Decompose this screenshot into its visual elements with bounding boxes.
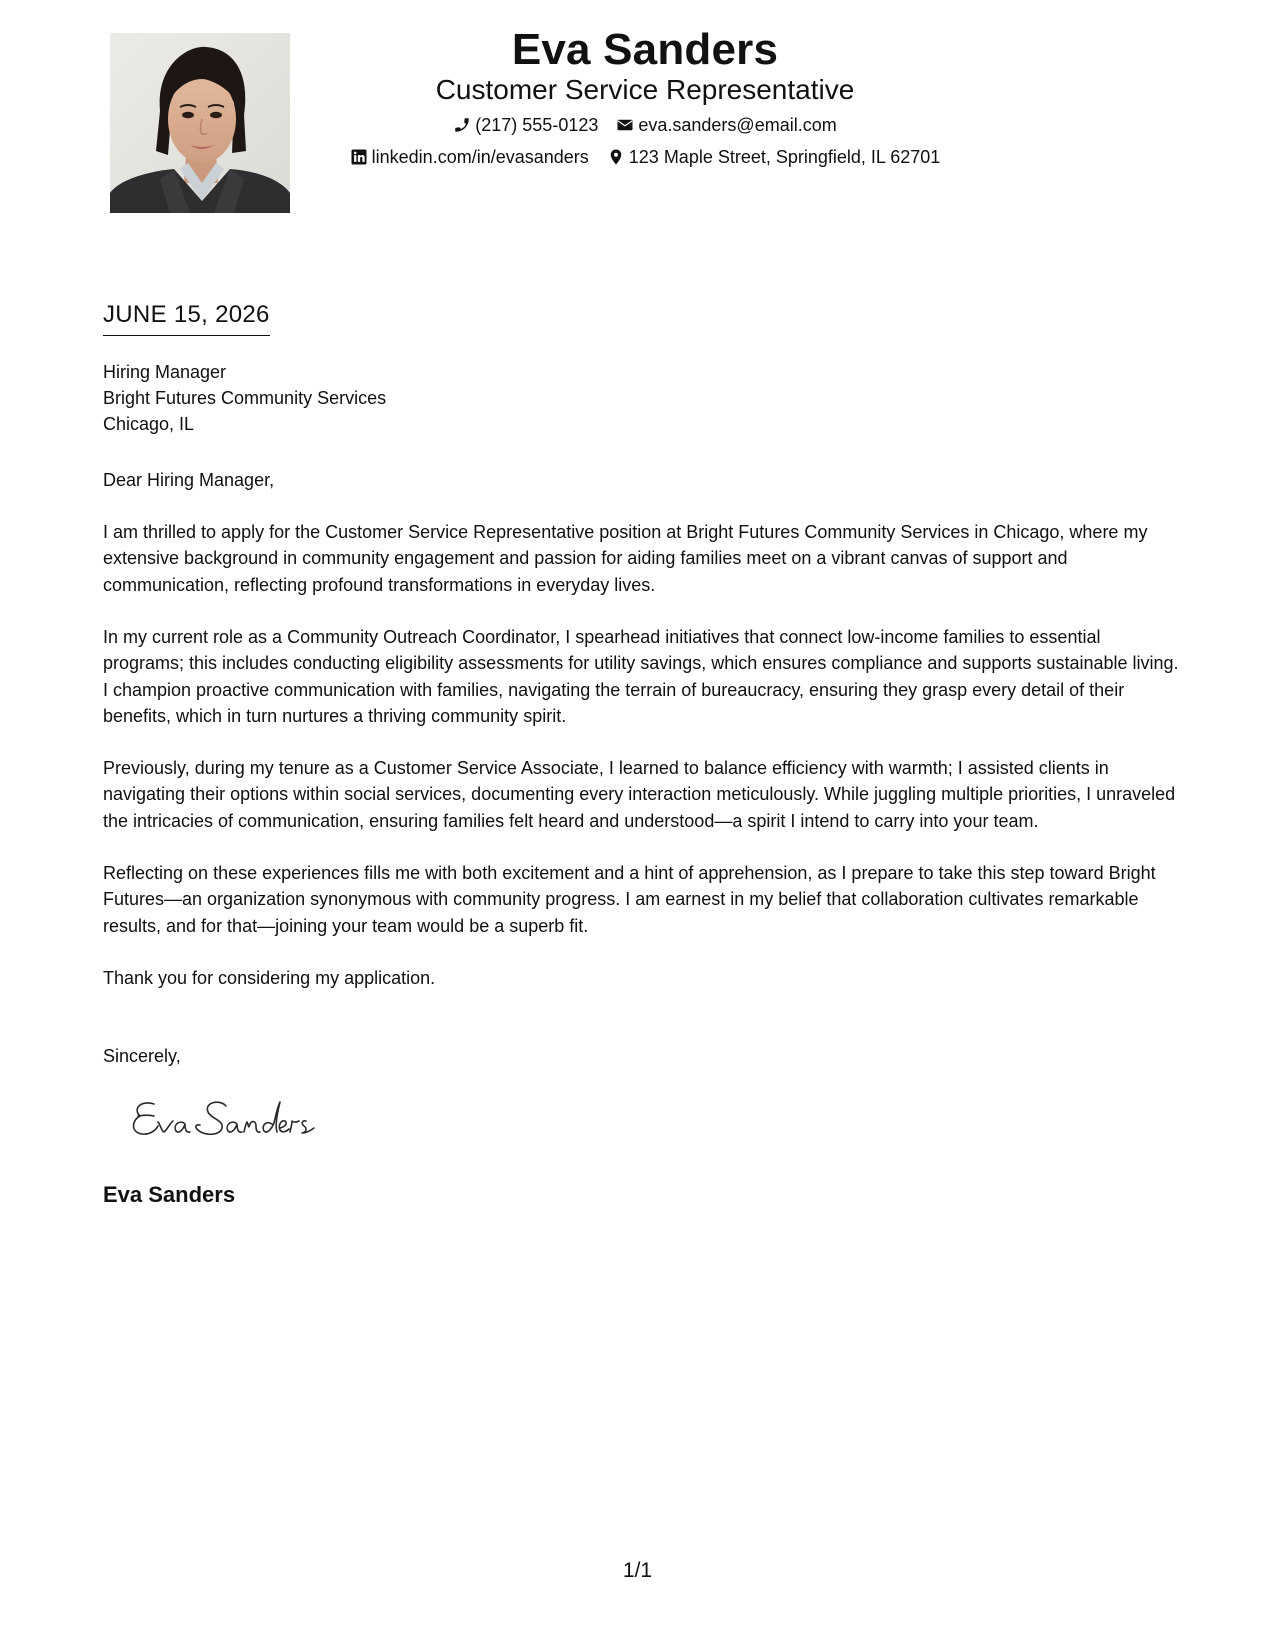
applicant-title: Customer Service Representative <box>435 74 855 105</box>
recipient-block <box>103 359 386 437</box>
map-marker-icon <box>607 148 625 166</box>
letter-date: JUNE 15, 2026 <box>103 300 270 336</box>
contact-address <box>607 145 941 169</box>
contact-linkedin[interactable] <box>350 145 589 169</box>
address-text: 123 Maple Street, Springfield, IL 62701 <box>628 147 941 167</box>
contact-line-1 <box>300 113 990 137</box>
page-number: 1/1 <box>622 1559 653 1582</box>
body-paragraph: Previously, during my tenure as a Customer Service Associate, I learned to balance efficiency with warmth; I assisted clients in navigating their options within social services, documenting every interaction meticulously. While juggling multiple priorities, I unraveled the intricacies of communication, ensuring families felt heard and understood—a spirit I intend to carry into your team. <box>103 758 1176 831</box>
contact-line-2 <box>300 145 990 169</box>
body-paragraph: Thank you for considering my application. <box>103 968 436 988</box>
envelope-icon <box>616 116 634 134</box>
linkedin-icon <box>350 148 368 166</box>
applicant-name: Eva Sanders <box>511 25 779 74</box>
handwritten-signature <box>128 1090 338 1150</box>
recipient-company: Bright Futures Community Services <box>103 388 387 408</box>
body-paragraph: In my current role as a Community Outreach Coordinator, I spearhead initiatives that connect low-income families to essential programs; this includes conducting eligibility assessments for utility savings, which ensures compliance and supports sustainable living. I champion proactive communication with families, navigating the terrain of bureaucracy, ensuring they grasp every detail of their benefits, which in turn nurtures a thriving community spirit. <box>103 627 1179 726</box>
recipient-name: Hiring Manager <box>103 362 227 382</box>
profile-photo <box>110 33 290 213</box>
closing: Sincerely, <box>103 1046 181 1066</box>
body-paragraph: Reflecting on these experiences fills me with both excitement and a hint of apprehension, as I prepare to take this step toward Bright Futures—an organization synonymous with community progress. I am earnest in my belief that collaboration cultivates remarkable results, and for that—joining your team would be a superb fit. <box>103 863 1156 936</box>
signer-name: Eva Sanders <box>103 1182 236 1207</box>
body-paragraph: I am thrilled to apply for the Customer Service Representative position at Bright Futures Community Services in Chicago, where my extensive background in community engagement and passion for aiding families meet on a vibrant canvas of support and communication, reflecting profound transformations in everyday lives. <box>103 522 1148 595</box>
contact-phone[interactable] <box>453 113 598 137</box>
email-text: eva.sanders@email.com <box>638 115 837 135</box>
contact-email[interactable] <box>616 113 836 137</box>
phone-text: (217) 555-0123 <box>475 115 599 135</box>
phone-icon <box>453 116 471 134</box>
salutation: Dear Hiring Manager, <box>103 470 275 490</box>
linkedin-text: linkedin.com/in/evasanders <box>371 147 589 167</box>
recipient-location: Chicago, IL <box>103 414 195 434</box>
